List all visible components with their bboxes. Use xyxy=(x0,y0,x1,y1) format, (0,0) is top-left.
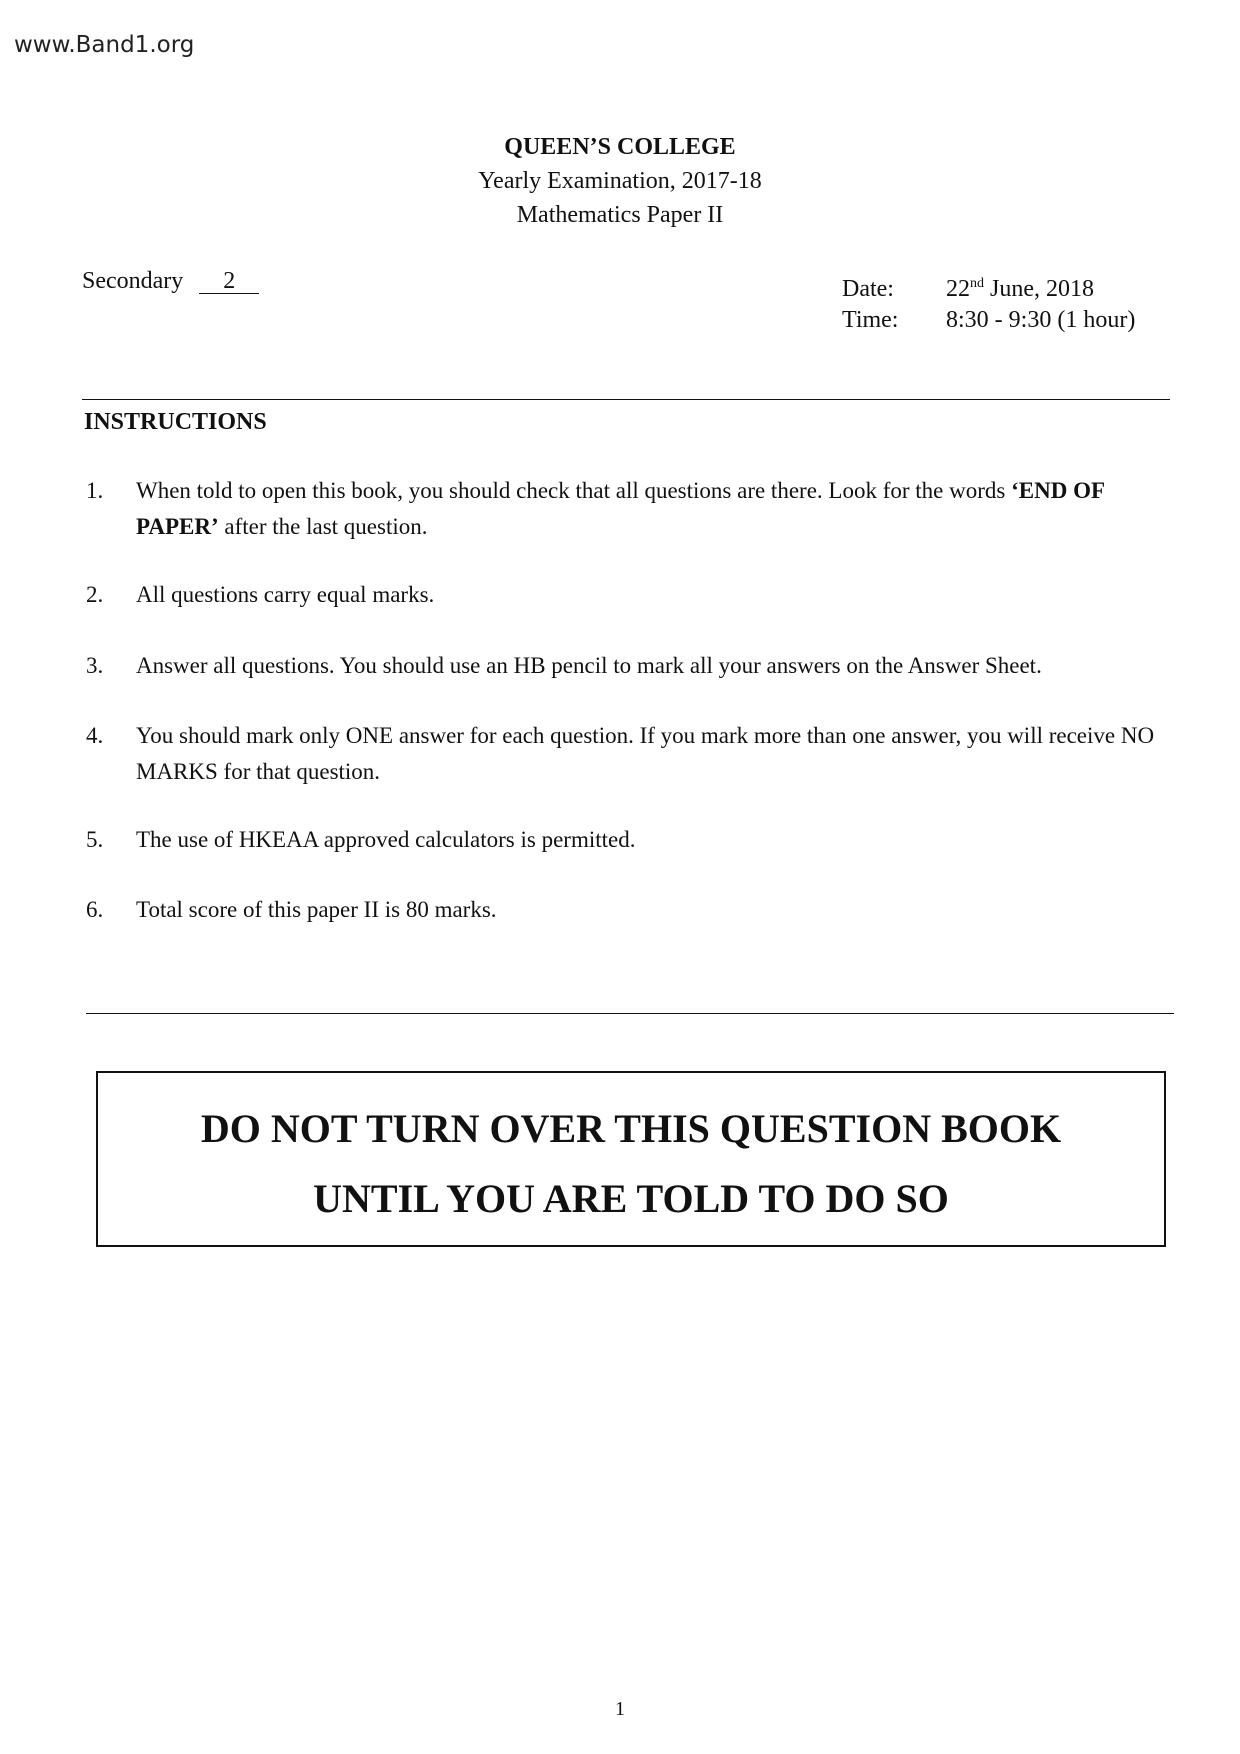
top-divider xyxy=(82,399,1170,400)
end-of-paper-phrase: ‘END OF PAPER’ xyxy=(136,478,1105,539)
date-rest: June, 2018 xyxy=(984,276,1094,302)
date-day: 22 xyxy=(946,276,970,302)
time-value: 8:30 - 9:30 (1 hour) xyxy=(946,307,1136,333)
exam-meta xyxy=(842,266,1135,338)
warning-box xyxy=(96,1071,1166,1247)
instruction-item xyxy=(86,648,1176,684)
instruction-number: 2. xyxy=(86,582,104,607)
instruction-text xyxy=(136,473,1176,545)
time-label: Time: xyxy=(842,307,899,333)
page-number: 1 xyxy=(615,1698,625,1720)
secondary-label: Secondary xyxy=(82,268,184,294)
time-row xyxy=(842,302,1135,338)
instruction-text: The use of HKEAA approved calculators is permitted. xyxy=(136,827,636,852)
warning-line-2: UNTIL YOU ARE TOLD TO DO SO xyxy=(313,1176,949,1221)
instruction-item xyxy=(86,473,1176,545)
warning-line-1: DO NOT TURN OVER THIS QUESTION BOOK xyxy=(200,1106,1062,1151)
instruction-text: Total score of this paper II is 80 marks. xyxy=(136,897,497,922)
exam-title: Yearly Examination, 2017-18 xyxy=(478,168,762,194)
bottom-divider xyxy=(86,1013,1174,1014)
instruction-text-part: after the last question. xyxy=(218,514,428,539)
instruction-item xyxy=(86,892,1176,928)
instruction-text: You should mark only ONE answer for each question. If you mark more than one answer, you will receive NO MARKS for that question. xyxy=(136,723,1155,784)
instruction-item xyxy=(86,718,1176,790)
date-suffix: nd xyxy=(970,276,984,291)
date-label: Date: xyxy=(842,276,894,302)
instruction-number: 3. xyxy=(86,653,104,678)
instruction-number: 4. xyxy=(86,723,104,748)
secondary-field xyxy=(82,268,259,295)
exam-header xyxy=(0,130,1240,232)
school-name: QUEEN’S COLLEGE xyxy=(504,134,736,160)
paper-title: Mathematics Paper II xyxy=(516,202,724,228)
instruction-text-part: When told to open this book, you should check that all questions are there. Look for the words xyxy=(136,478,1012,503)
instruction-number: 5. xyxy=(86,827,104,852)
instruction-text: Answer all questions. You should use an HB pencil to mark all your answers on the Answer Sheet. xyxy=(136,653,1042,678)
date-row xyxy=(842,266,1135,302)
instructions-title: INSTRUCTIONS xyxy=(84,409,267,435)
instruction-item xyxy=(86,577,1176,613)
instruction-text: All questions carry equal marks. xyxy=(136,582,435,607)
instruction-number: 1. xyxy=(86,478,104,503)
instruction-item xyxy=(86,822,1176,858)
secondary-value: 2 xyxy=(199,269,259,294)
watermark-url: www.Band1.org xyxy=(14,32,195,58)
instruction-number: 6. xyxy=(86,897,104,922)
